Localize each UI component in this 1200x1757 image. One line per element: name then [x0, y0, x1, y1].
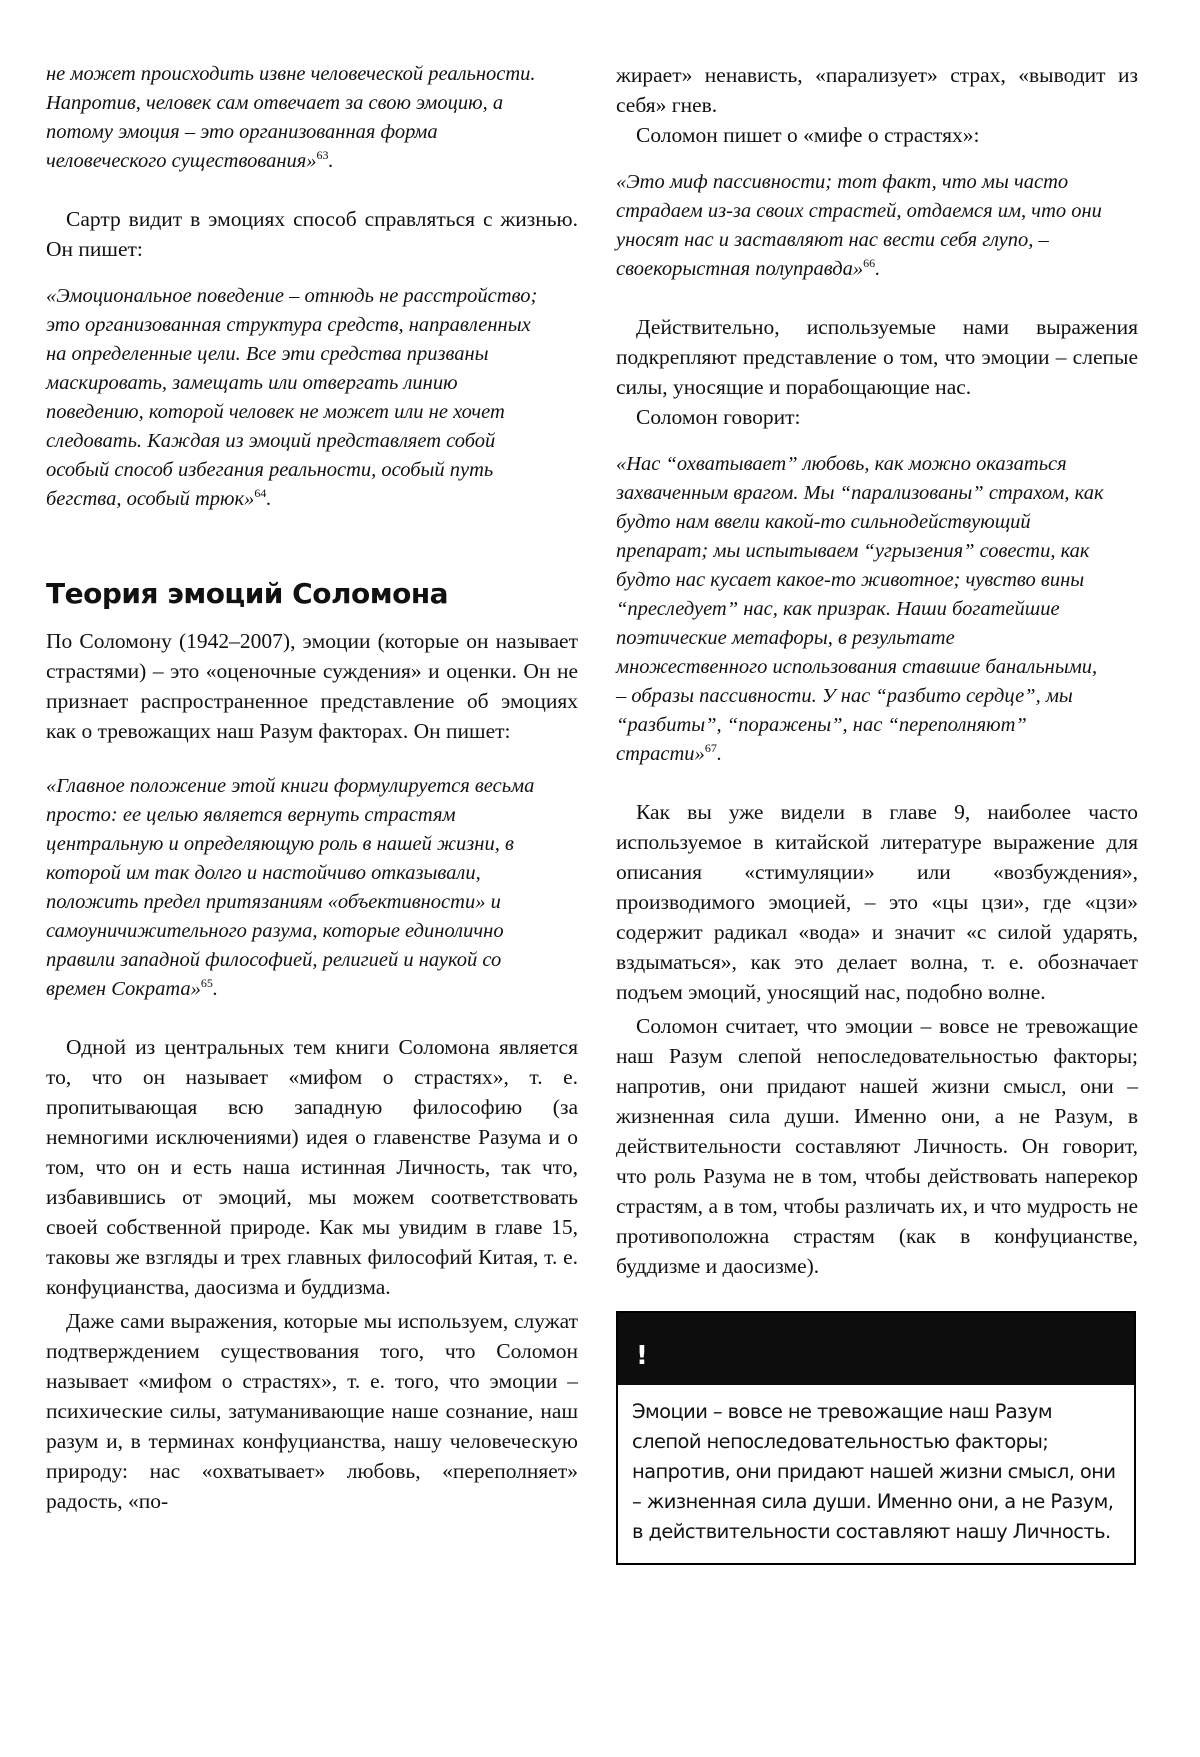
footnote-ref: 64	[254, 486, 267, 501]
paragraph: Одной из центральных тем книги Соломона является то, что он называет «мифом о страстях», т. е. пропитывающая всю западную философию (за немногими исключениями) идея о главенстве Разума и о том, что он и есть наша истинная Личность, так что, избавившись от эмоций, мы можем соответствовать своей собственной природе. Как мы увидим в главе 15, таковы же взгляды и трех главных философий Китая, т. е. конфуцианства, даосизма и буддизма.	[46, 1035, 578, 1299]
sartre-quote-continued: не может происходить извне человеческой реальности. Напротив, человек сам отвечает за свою эмоцию, а потому эмоция – это организованная форма человеческого существования»$^{63}$.	[46, 63, 536, 172]
paragraph: Действительно, используемые нами выражения подкрепляют представление о том, что эмоции – слепые силы, уносящие и порабощающие нас.	[616, 315, 1138, 399]
left-column	[46, 60, 578, 1516]
paragraph: Как вы уже видели в главе 9, наиболее часто используемое в китайской литературе выражение для описания «стимуляции» или «возбуждения», производимого эмоцией, – это «цы цзи», где «цзи» содержит радикал «вода» и значит «с силой ударять, вздыматься», как это делает волна, т. е. обозначает подъем эмоций, уносящий нас, подобно волне.	[616, 800, 1138, 1004]
paragraph: По Соломону (1942–2007), эмоции (которые он называет страстями) – это «оценочные суждения» и оценки. Он не признает распространенное представление об эмоциях как о тревожащих наш Разум факторах. Он пишет:	[46, 629, 578, 743]
quote-text: «Эмоциональное поведение – отнюдь не расстройство; это организованная структура средств, направленных на определенные цели. Все эти средства призваны маскировать, замещать или отвергать линию поведению, которой человек не может или не хочет следовать. Каждая из эмоций представляет собой особый способ избегания реальности, особый путь бегства, особый трюк»	[46, 285, 538, 510]
paragraph: Сартр видит в эмоциях способ справляться с жизнью. Он пишет:	[46, 207, 578, 261]
sartre-quote: «Эмоциональное поведение – отнюдь не расстройство; это организованная структура средств, направленных на определенные цели. Все эти средства призваны маскировать, замещать или отвергать линию поведению, которой человек не может или не хочет следовать. Каждая из эмоций представляет собой особый способ избегания реальности, особый путь бегства, особый трюк»$^{64}$.	[46, 285, 538, 510]
callout-header	[618, 1313, 1134, 1385]
solomon-quote: «Главное положение этой книги формулируется весьма просто: ее целью является вернуть страстям центральную и определяющую роль в нашей жизни, в которой им так долго и настойчиво отказывали, положить предел притязаниям «объективности» и самоуничижительного разума, которые единолично правили западной философией, религией и наукой со времен Сократа»$^{65}$.	[46, 775, 535, 1000]
footnote-ref: 67	[704, 741, 717, 756]
exclamation-icon: !	[636, 1341, 648, 1371]
paragraph: Даже сами выражения, которые мы используем, служат подтверждением существования того, что Соломон называет «мифом о страстях», т. е. того, что эмоции – психические силы, затуманивающие наше сознание, наш разум и, в терминах конфуцианства, нашу человеческую природу: нас «охватывает» любовь, «переполняет» радость, «по-	[46, 1309, 578, 1513]
callout-box	[616, 1311, 1136, 1565]
footnote-ref: 66	[863, 256, 876, 271]
quote-text: «Главное положение этой книги формулируется весьма просто: ее целью является вернуть страстям центральную и определяющую роль в нашей жизни, в которой им так долго и настойчиво отказывали, положить предел притязаниям «объективности» и самоуничижительного разума, которые единолично правили западной философией, религией и наукой со времен Сократа»	[46, 775, 535, 1000]
section-heading: Теория эмоций Соломона	[46, 577, 449, 610]
quote-text: не может происходить извне человеческой реальности. Напротив, человек сам отвечает за свою эмоцию, а потому эмоция – это организованная форма человеческого существования»	[46, 63, 536, 172]
paragraph: жирает» ненависть, «парализует» страх, «выводит из себя» гнев.	[616, 63, 1138, 117]
paragraph: Соломон пишет о «мифе о страстях»:	[636, 123, 980, 147]
quote-text: «Нас “охватывает” любовь, как можно оказаться захваченным врагом. Мы “парализованы” страхом, как будто нам ввели какой-то сильнодействующий препарат; мы испытываем “угрызения” совести, как будто нас кусает какое-то животное; чувство вины “преследует” нас, как призрак. Наши богатейшие поэтические метафоры, в результате множественного использования ставшие банальными, – образы пассивности. У нас “разбито сердце”, мы “разбиты”, “поражены”, нас “переполняют” страсти»	[616, 453, 1104, 765]
callout-text: Эмоции – вовсе не тревожащие наш Разум слепой непоследовательностью факторы; напротив, они придают нашей жизни смысл, они – жизненная сила души. Именно они, а не Разум, в действительности составляют нашу Личность.	[632, 1400, 1116, 1543]
footnote-ref: 65	[200, 976, 213, 991]
right-column	[616, 60, 1138, 1565]
paragraph: Соломон говорит:	[636, 405, 801, 429]
solomon-quote: «Нас “охватывает” любовь, как можно оказаться захваченным врагом. Мы “парализованы” страхом, как будто нам ввели какой-то сильнодействующий препарат; мы испытываем “угрызения” совести, как будто нас кусает какое-то животное; чувство вины “преследует” нас, как призрак. Наши богатейшие поэтические метафоры, в результате множественного использования ставшие банальными, – образы пассивности. У нас “разбито сердце”, мы “разбиты”, “поражены”, нас “переполняют” страсти»$^{67}$.	[616, 453, 1104, 765]
paragraph: Соломон считает, что эмоции – вовсе не тревожащие наш Разум слепой непоследовательностью факторы; напротив, они придают нашей жизни смысл, они – жизненная сила души. Именно они, а не Разум, в действительности составляют Личность. Он говорит, что роль Разума не в том, чтобы действовать наперекор страстям, а в том, чтобы различать их, и что мудрость не противоположна страстям (как в конфуцианстве, буддизме и даосизме).	[616, 1014, 1138, 1278]
footnote-ref: 63	[316, 148, 329, 163]
quote-text: «Это миф пассивности; тот факт, что мы часто страдаем из-за своих страстей, отдаемся им, что они уносят нас и заставляют нас вести себя глупо, – своекорыстная полуправда»	[616, 171, 1102, 280]
solomon-quote: «Это миф пассивности; тот факт, что мы часто страдаем из-за своих страстей, отдаемся им, что они уносят нас и заставляют нас вести себя глупо, – своекорыстная полуправда»$^{66}$.	[616, 171, 1102, 280]
